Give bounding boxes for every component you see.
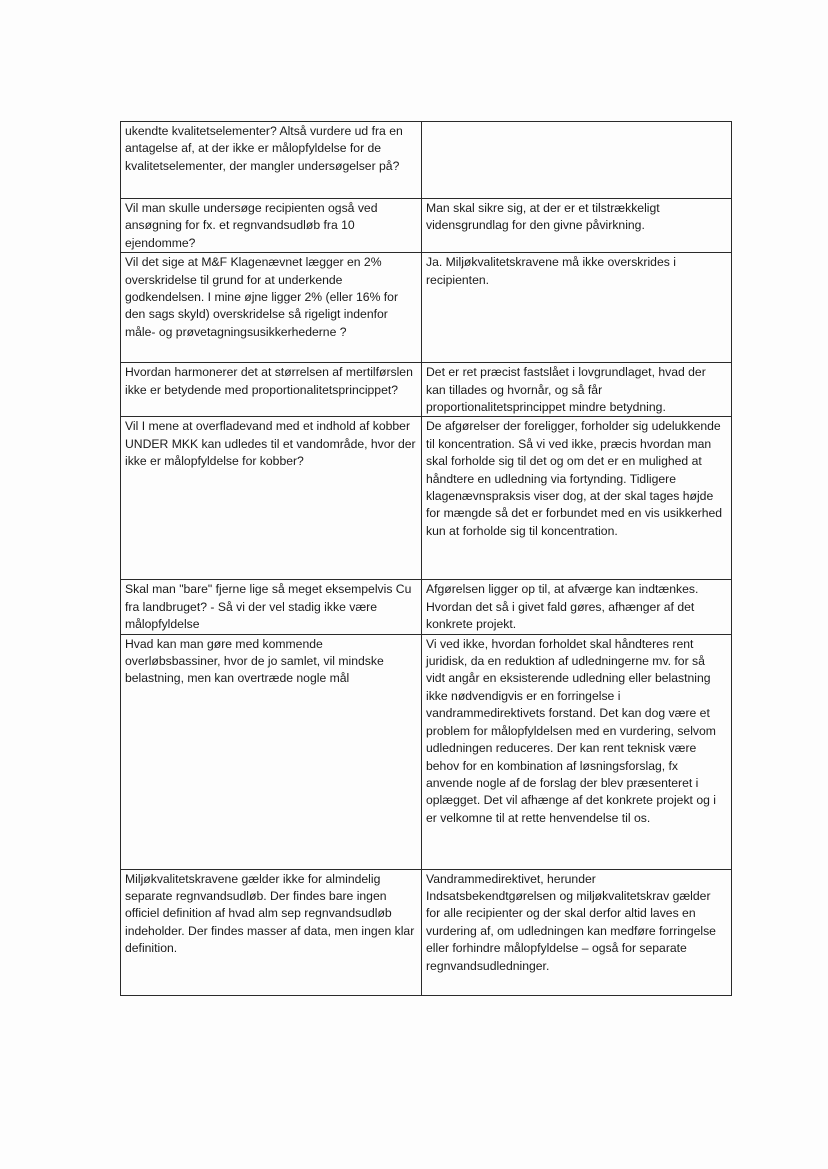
answer-cell: Man skal sikre sig, at der er et tilstrækkeligt vidensgrundlag for den givne påvirkning. [422, 199, 732, 253]
table-row [121, 363, 732, 417]
question-cell: ukendte kvalitetselementer? Altså vurdere ud fra en antagelse af, at der ikke er målopfyldelse for de kvalitetselementer, der mangler undersøgelser på? [121, 122, 422, 199]
question-cell: Hvad kan man gøre med kommende overløbsbassiner, hvor de jo samlet, vil mindske belastning, men kan overtræde nogle mål [121, 634, 422, 869]
answer-cell: Afgørelsen ligger op til, at afværge kan indtænkes. Hvordan det så i givet fald gøres, afhænger af det konkrete projekt. [422, 580, 732, 634]
question-cell: Vil man skulle undersøge recipienten også ved ansøgning for fx. et regnvandsudløb fra 10 ejendomme? [121, 199, 422, 253]
question-cell: Vil I mene at overfladevand med et indhold af kobber UNDER MKK kan udledes til et vandområde, hvor der ikke er målopfyldelse for kobber? [121, 417, 422, 580]
question-cell: Skal man "bare" fjerne lige så meget eksempelvis Cu fra landbruget? - Så vi der vel stadig ikke være målopfyldelse [121, 580, 422, 634]
table-row [121, 199, 732, 253]
answer-cell: De afgørelser der foreligger, forholder sig udelukkende til koncentration. Så vi ved ikke, præcis hvordan man skal forholde sig til det og om det er en mulighed at håndtere en udledning via fortynding. Tidligere klagenævnspraksis viser dog, at der skal tages højde for mængde så det er forbundet med en vis usikkerhed kun at forholde sig til koncentration. [422, 417, 732, 580]
answer-cell: Vandrammedirektivet, herunder Indsatsbekendtgørelsen og miljøkvalitetskrav gælder for alle recipienter og der skal derfor altid laves en vurdering af, om udledningen kan medføre forringelse eller forhindre målopfyldelse – også for separate regnvandsudledninger. [422, 869, 732, 995]
question-cell: Miljøkvalitetskravene gælder ikke for almindelig separate regnvandsudløb. Der findes bare ingen officiel definition af hvad alm sep regnvandsudløb indeholder. Der findes masser af data, men ingen klar definition. [121, 869, 422, 995]
answer-cell [422, 122, 732, 199]
question-cell: Vil det sige at M&F Klagenævnet lægger en 2% overskridelse til grund for at underkende godkendelsen. I mine øjne ligger 2% (eller 16% for den sags skyld) overskridelse så rigeligt indenfor måle- og prøvetagningsusikkerhederne ? [121, 253, 422, 363]
table-row [121, 869, 732, 995]
answer-cell: Ja. Miljøkvalitetskravene må ikke overskrides i recipienten. [422, 253, 732, 363]
table-row [121, 634, 732, 869]
qa-table [120, 121, 732, 996]
question-cell: Hvordan harmonerer det at størrelsen af mertilførslen ikke er betydende med proportionalitetsprincippet? [121, 363, 422, 417]
table-row [121, 122, 732, 199]
answer-cell: Det er ret præcist fastslået i lovgrundlaget, hvad der kan tillades og hvornår, og så får proportionalitetsprincippet mindre betydning. [422, 363, 732, 417]
table-row [121, 580, 732, 634]
table-row [121, 253, 732, 363]
table-row [121, 417, 732, 580]
answer-cell: Vi ved ikke, hvordan forholdet skal håndteres rent juridisk, da en reduktion af udledningerne mv. for så vidt angår en eksisterende udledning eller belastning ikke nødvendigvis er en forringelse i vandrammedirektivets forstand. Det kan dog være et problem for målopfyldelsen med en vurdering, selvom udledningen reduceres. Der kan rent teknisk være behov for en kombination af løsningsforslag, fx anvende nogle af de forslag der blev præsenteret i oplægget. Det vil afhænge af det konkrete projekt og i er velkomne til at rette henvendelse til os. [422, 634, 732, 869]
